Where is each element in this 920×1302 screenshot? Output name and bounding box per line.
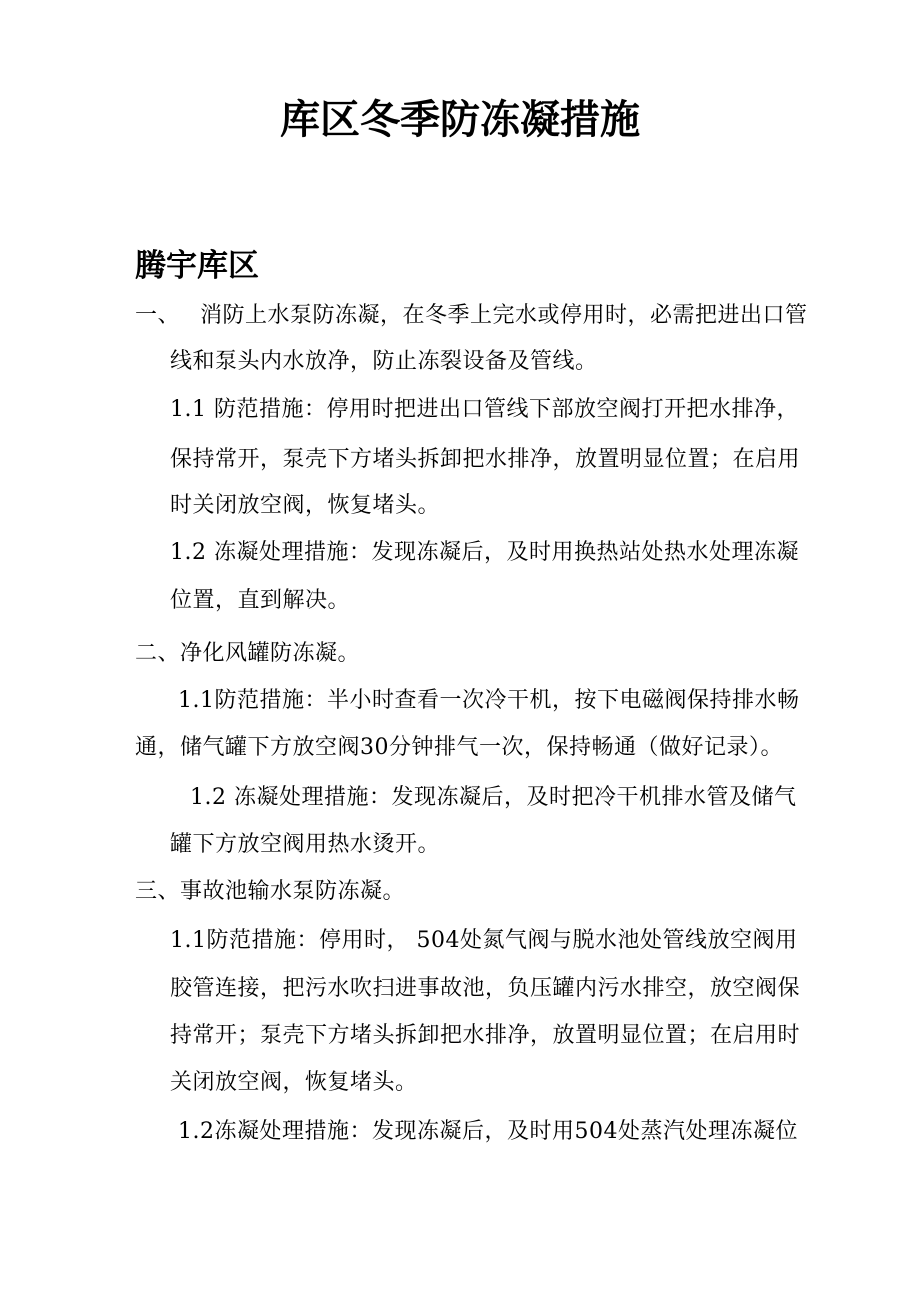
list-marker: 一、 — [135, 303, 181, 328]
paragraph-line: 罐下方放空阀用热水烫开。 — [170, 832, 441, 857]
section-heading: 腾宇库区 — [135, 248, 259, 284]
paragraph-line: 位置，直到解决。 — [170, 588, 351, 613]
paragraph-line: 关闭放空阀，恢复堵头。 — [170, 1070, 418, 1095]
paragraph-line: 1.1防范措施：停用时， 504处氮气阀与脱水池处管线放空阀用 — [170, 928, 798, 953]
paragraph-line: 1.2 冻凝处理措施：发现冻凝后，及时用换热站处热水处理冻凝 — [170, 540, 799, 565]
paragraph-line: 通，储气罐下方放空阀30分钟排气一次，保持畅通（做好记录）。 — [135, 735, 783, 760]
paragraph-line: 1.2 冻凝处理措施：发现冻凝后，及时把冷干机排水管及储气 — [190, 785, 797, 810]
document-title: 库区冬季防冻凝措施 — [280, 97, 640, 143]
paragraph-line: 1.1 防范措施：停用时把进出口管线下部放空阀打开把水排净， — [170, 397, 799, 422]
section-item-heading: 二、净化风罐防冻凝。 — [135, 641, 361, 666]
paragraph-line: 持常开；泵壳下方堵头拆卸把水排净，放置明显位置；在启用时 — [170, 1023, 801, 1048]
paragraph-line: 线和泵头内水放净，防止冻裂设备及管线。 — [170, 349, 598, 374]
paragraph-line: 1.1防范措施：半小时查看一次冷干机，按下电磁阀保持排水畅 — [178, 688, 800, 713]
paragraph-line: 消防上水泵防冻凝，在冬季上完水或停用时，必需把进出口管 — [200, 303, 808, 328]
paragraph-line: 胶管连接，把污水吹扫进事故池，负压罐内污水排空，放空阀保 — [170, 976, 801, 1001]
paragraph-line: 保持常开，泵壳下方堵头拆卸把水排净，放置明显位置；在启用 — [170, 447, 801, 472]
paragraph-line: 时关闭放空阀，恢复堵头。 — [170, 493, 441, 518]
section-item-heading: 三、事故池输水泵防冻凝。 — [135, 879, 406, 904]
paragraph-line: 1.2冻凝处理措施：发现冻凝后，及时用504处蒸汽处理冻凝位 — [178, 1119, 798, 1144]
